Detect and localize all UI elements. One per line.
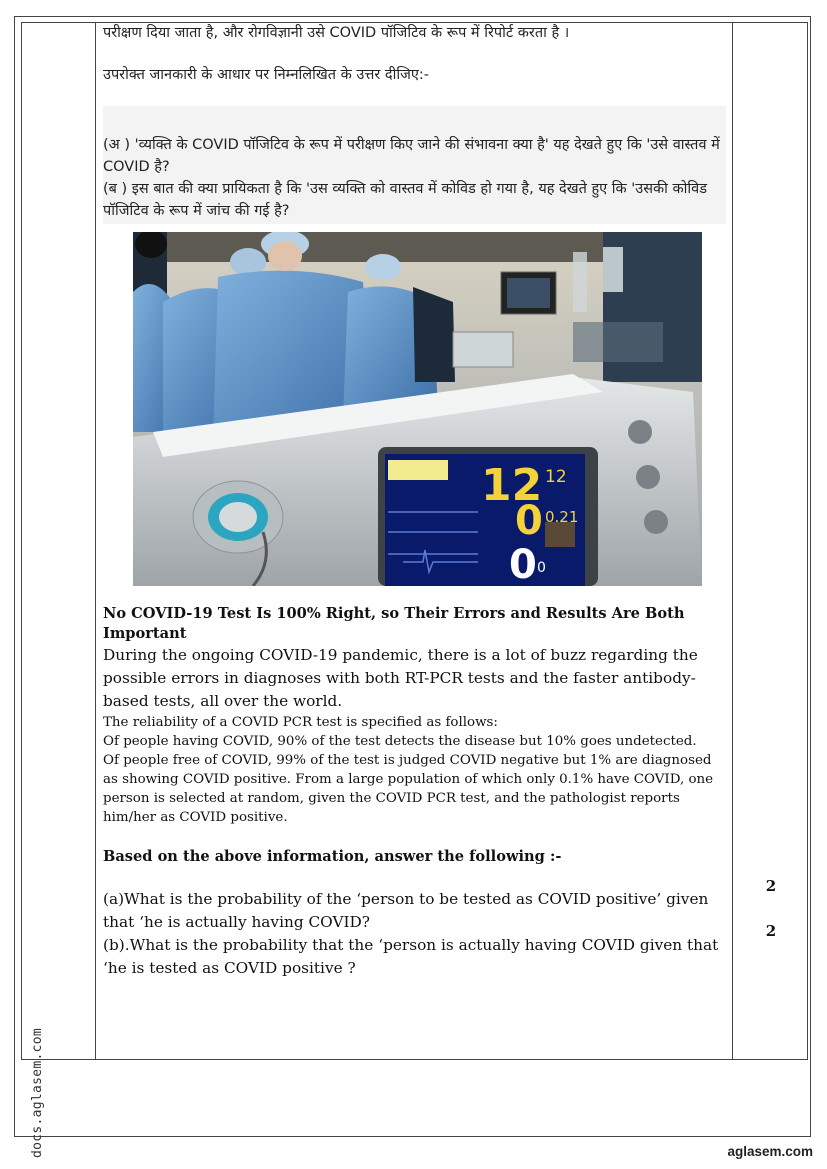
english-instruction: Based on the above information, answer the following :- <box>103 848 562 865</box>
hindi-line-top: परीक्षण दिया जाता है, और रोगविज्ञानी उसे COVID पॉजिटिव के रूप में रिपोर्ट करता है । <box>103 25 570 41</box>
bottom-watermark: aglasem.com <box>727 1144 813 1159</box>
marks-question-b: 2 <box>765 922 777 940</box>
passage-specificity: Of people free of COVID, 99% of the test is judged COVID negative but 1% are diagnosed as showing COVID positive. From a large population of which only 0.1% have COVID, one person is selected at random, given the COVID PCR test, and the pathologist reports him/her as COVID positive. <box>103 753 714 825</box>
monitor-reading-2: 0 <box>515 498 543 544</box>
hindi-section <box>103 22 726 224</box>
column-divider-right <box>732 22 733 1060</box>
operating-room-photo <box>133 232 702 586</box>
marks-question-a: 2 <box>765 877 777 895</box>
monitor-reading-3: 0 <box>509 542 537 586</box>
passage-sensitivity: Of people having COVID, 90% of the test detects the disease but 10% goes undetected. <box>103 734 697 749</box>
operating-room-illustration <box>133 232 702 586</box>
hindi-question-a: (अ ) 'व्यक्ति के COVID पॉजिटिव के रूप में परीक्षण किए जाने की संभावना क्या है' यह देखते हुए कि 'उसे वास्तव में COVID है? <box>103 137 720 175</box>
passage-reliability: The reliability of a COVID PCR test is specified as follows: <box>103 715 498 730</box>
english-question-a: (a)What is the probability of the ‘person to be tested as COVID positive’ given that ‘he is actually having COVID? <box>103 890 709 931</box>
passage-intro: During the ongoing COVID-19 pandemic, there is a lot of buzz regarding the possible errors in diagnoses with both RT-PCR tests and the faster antibody-based tests, all over the world. <box>103 646 698 710</box>
hindi-instruction: उपरोक्त जानकारी के आधार पर निम्नलिखित के उत्तर दीजिए:- <box>103 67 429 83</box>
english-question-b: (b).What is the probability that the ‘person is actually having COVID given that ‘he is tested as COVID positive ? <box>103 936 719 977</box>
passage-title: No COVID-19 Test Is 100% Right, so Their Errors and Results Are Both Important <box>103 605 685 642</box>
column-divider-left <box>95 22 96 1060</box>
monitor-reading-1: 12 <box>481 460 543 511</box>
monitor-small-reading-3: 0 <box>537 560 546 576</box>
hindi-questions-block <box>103 106 726 224</box>
monitor-small-reading-2: 0.21 <box>545 508 579 526</box>
english-section <box>103 604 728 980</box>
hindi-question-b: (ब ) इस बात की क्या प्रायिकता है कि 'उस व्यक्ति को वास्तव में कोविड हो गया है, यह देखते हुए कि 'उसकी कोविड पॉजिटिव के रूप में जांच की गई है? <box>103 181 707 219</box>
monitor-small-reading-1: 12 <box>545 467 567 487</box>
side-watermark: docs.aglasem.com <box>30 1027 45 1158</box>
